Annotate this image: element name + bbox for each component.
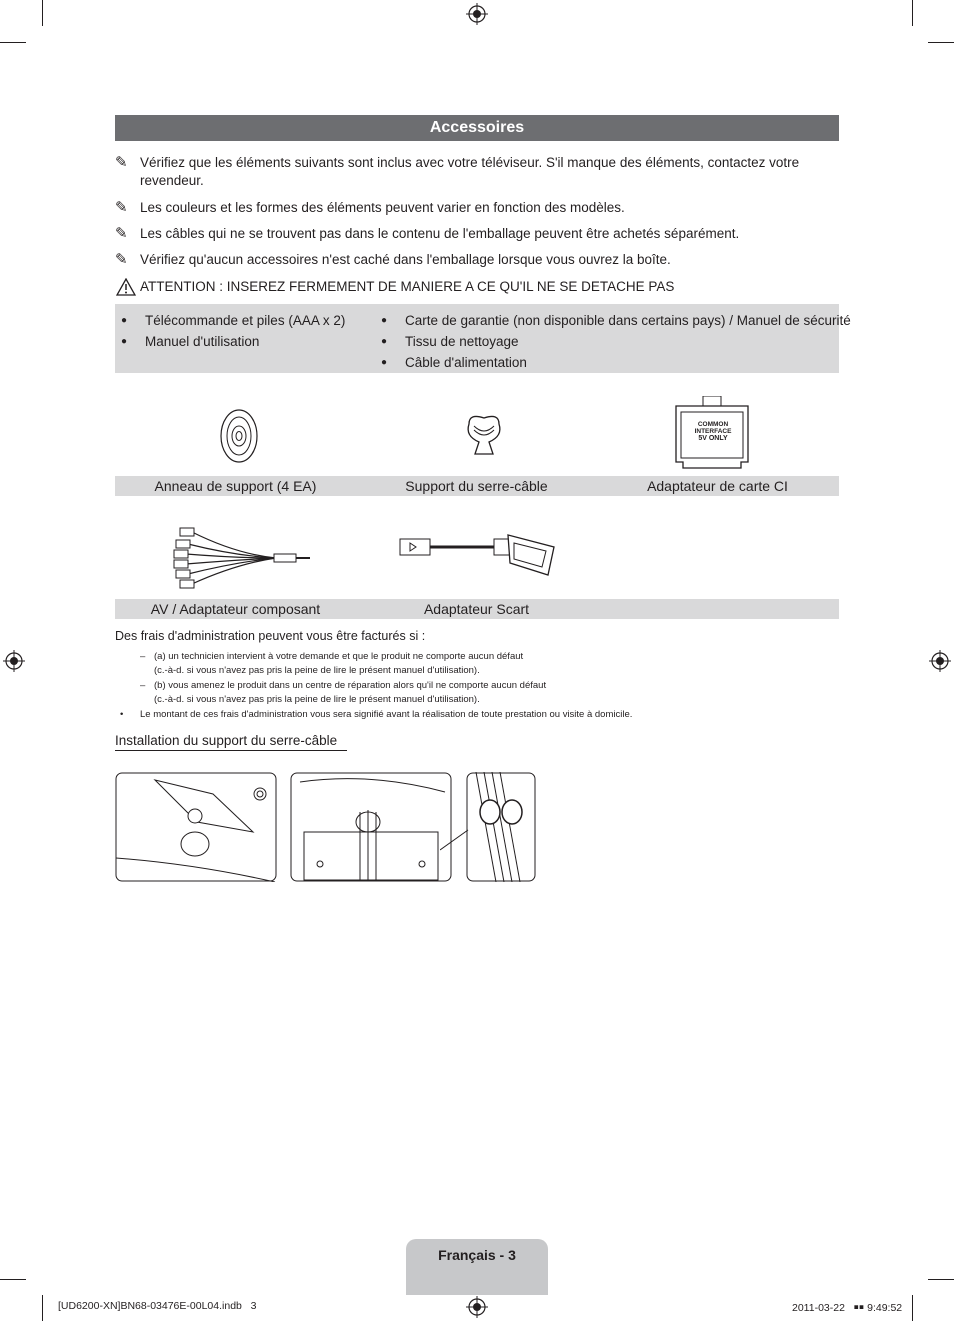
- crop-mark: [0, 42, 26, 43]
- ci-card-label-2: 5V ONLY: [698, 435, 728, 442]
- warning-icon: [116, 278, 136, 296]
- crop-mark: [0, 1279, 26, 1280]
- attention-note: ATTENTION : INSEREZ FERMEMENT DE MANIERE A CE QU'IL NE SE DETACHE PAS: [115, 278, 839, 296]
- fees-item: – (b) vous amenez le produit dans un centre de réparation alors qu'il ne comporte aucun défaut (c.-à-d. si vous n'avez pas pris la peine de lire le présent manuel d'utilisation).: [140, 680, 547, 705]
- accessory-label: Adaptateur Scart: [423, 601, 530, 617]
- accessory-label: Support du serre-câble: [405, 478, 548, 494]
- accessories-row-2: [115, 599, 839, 619]
- file-info: [UD6200-XN]BN68-03476E-00L04.indb 3: [58, 1300, 257, 1312]
- accessories-row-1: [115, 476, 839, 496]
- ci-card-label-1: COMMON INTERFACE: [694, 421, 732, 435]
- note-item: ✎ Vérifiez que les éléments suivants sont inclus avec votre téléviseur. S'il manque des éléments, contactez votre revendeur.: [115, 154, 800, 188]
- section-title: Accessoires: [115, 115, 839, 141]
- pencil-icon: ✎: [115, 154, 128, 171]
- list-item: ● Télécommande et piles (AAA x 2): [115, 310, 345, 331]
- fees-note: • Le montant de ces frais d'administration vous sera signifié avant la réalisation de toute prestation ou visite à domicile.: [120, 709, 633, 720]
- zoom-connector: [440, 820, 470, 860]
- install-heading: Installation du support du serre-câble: [115, 733, 347, 751]
- list-item: ● Tissu de nettoyage: [375, 331, 851, 352]
- fees-heading: Des frais d'administration peuvent vous être facturés si :: [115, 629, 426, 643]
- registration-mark-icon: [466, 1296, 488, 1318]
- crop-mark: [42, 0, 43, 26]
- list-item: ● Câble d'alimentation: [375, 352, 851, 373]
- crop-mark: [42, 1295, 43, 1321]
- install-step-1-image: [115, 772, 277, 882]
- registration-mark-icon: [466, 3, 488, 25]
- registration-mark-icon: [3, 650, 25, 672]
- crop-mark: [928, 42, 954, 43]
- crop-mark: [912, 0, 913, 26]
- crop-mark: [928, 1279, 954, 1280]
- included-items-left: [115, 310, 345, 352]
- scart-adapter-image: [398, 533, 556, 579]
- cable-holder-image: [459, 410, 509, 460]
- accessory-label: AV / Adaptateur composant: [150, 601, 321, 617]
- note-item: ✎ Les câbles qui ne se trouvent pas dans le contenu de l'emballage peuvent être achetés séparément.: [115, 225, 740, 242]
- fees-item: – (a) un technicien intervient à votre demande et que le produit ne comporte aucun défaut (c.-à-d. si vous n'avez pas pris la peine de lire le présent manuel d'utilisation).: [140, 651, 524, 676]
- included-items-right: [375, 310, 851, 373]
- crop-mark: [912, 1295, 913, 1321]
- pencil-icon: ✎: [115, 199, 128, 216]
- included-items-box: [115, 304, 851, 373]
- list-item: ● Manuel d'utilisation: [115, 331, 345, 352]
- install-step-2-image: [290, 772, 452, 882]
- accessory-label: Anneau de support (4 EA): [154, 478, 317, 494]
- install-step-3-image: [466, 772, 536, 882]
- page-number-tab: Français - 3: [406, 1239, 548, 1295]
- accessory-label: Adaptateur de carte CI: [647, 478, 788, 494]
- print-date: 2011-03-22 ￭￭ 9:49:52: [792, 1302, 903, 1314]
- note-item: ✎ Vérifiez qu'aucun accessoires n'est caché dans l'emballage lorsque vous ouvrez la boîte.: [115, 251, 671, 268]
- registration-mark-icon: [929, 650, 951, 672]
- av-component-adapter-image: [166, 524, 312, 592]
- note-item: ✎ Les couleurs et les formes des éléments peuvent varier en fonction des modèles.: [115, 199, 625, 216]
- holder-ring-image: [217, 407, 261, 465]
- list-item: ● Carte de garantie (non disponible dans certains pays) / Manuel de sécurité: [375, 310, 851, 331]
- pencil-icon: ✎: [115, 225, 128, 242]
- pencil-icon: ✎: [115, 251, 128, 268]
